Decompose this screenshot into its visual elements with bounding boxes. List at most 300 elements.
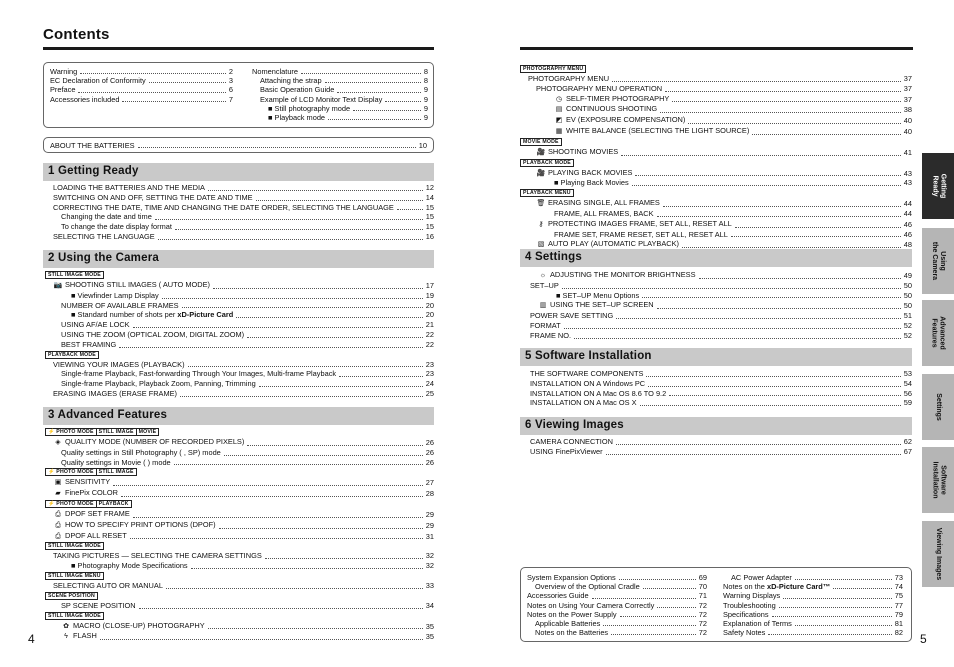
page-title: Contents [43, 26, 110, 43]
title-rule-left [43, 47, 434, 50]
toc-entry[interactable] [45, 458, 434, 468]
toc-entry-text: Preface [50, 85, 76, 95]
camera-auto-icon: 📷 [53, 282, 63, 289]
toc-page-number: 15 [425, 222, 434, 232]
toc-page-number: 52 [903, 330, 912, 340]
toc-entry[interactable] [45, 437, 434, 448]
side-tab-label: Advanced Features [931, 316, 946, 350]
toc-entry-text: Basic Operation Guide [260, 85, 335, 95]
mode-tag: STILL IMAGE MENU [45, 572, 104, 580]
toc-page-number: 54 [903, 378, 912, 388]
toc-entry-text: ✿ MACRO (CLOSE-UP) PHOTOGRAPHY [61, 621, 205, 632]
toc-entry-text: INSTALLATION ON A Windows PC [530, 378, 646, 388]
toc-entry-text: ERASING IMAGES (ERASE FRAME) [53, 388, 178, 398]
toc-entry[interactable] [520, 115, 912, 126]
tab-viewing-images[interactable] [922, 521, 954, 587]
toc-entry-text: INSTALLATION ON A Mac OS 8.6 TO 9.2 [530, 388, 667, 398]
toc-entry-text: Quality settings in Movie ( ) mode [61, 457, 171, 467]
toc-entry[interactable] [527, 582, 707, 591]
toc-page-number: 56 [903, 388, 912, 398]
mode-tag: MOVIE MODE [520, 138, 562, 146]
toc-entry[interactable] [520, 178, 912, 188]
toc-entry[interactable] [723, 628, 903, 637]
toc-page-number: 26 [425, 438, 434, 447]
toc-entry-text: Specifications [723, 609, 769, 619]
toc-entry[interactable] [45, 561, 434, 571]
toc-entry-text: USING FinePixViewer [530, 446, 603, 456]
toc-entry-text: To change the date display format [61, 222, 172, 232]
right-top-list [520, 64, 912, 250]
toc-entry-text: ■ Standard number of shots per xD-Picture Card [71, 310, 234, 320]
toc-page-number: 9 [423, 85, 428, 95]
toc-page-number: 23 [425, 369, 434, 379]
toc-entry-text: ⚷ PROTECTING IMAGES FRAME, SET ALL, RESET ALL [536, 219, 732, 230]
section-list [45, 427, 434, 642]
toc-entry[interactable] [45, 340, 434, 350]
toc-entry-text: PHOTOGRAPHY MENU [528, 74, 610, 83]
tab-advanced-features[interactable] [922, 300, 954, 366]
toc-page-number: 27 [425, 478, 434, 488]
toc-entry[interactable] [45, 477, 434, 488]
print-reset-icon: ⎙ [55, 532, 61, 540]
title-rule-right [520, 47, 913, 50]
toc-entry[interactable] [520, 126, 912, 137]
toc-page-number: 9 [423, 94, 428, 104]
toc-entry-text: FORMAT [530, 320, 561, 330]
toc-entry[interactable] [522, 379, 912, 389]
toc-page-number: 43 [903, 178, 912, 188]
section-list [522, 270, 912, 341]
setup-icon: ▥ [539, 302, 547, 310]
toc-entry[interactable] [45, 360, 434, 370]
mode-tag: PHOTOGRAPHY MENU [520, 65, 586, 73]
toc-page-number: 2 [228, 67, 233, 76]
toc-entry-text: Accessories Guide [527, 591, 589, 601]
section-list [45, 183, 434, 242]
toc-page-number: 72 [698, 619, 707, 629]
tab-using-the-camera[interactable] [922, 228, 954, 294]
toc-entry[interactable] [45, 531, 434, 542]
toc-entry[interactable] [45, 320, 434, 330]
toc-page-number: 17 [425, 281, 434, 290]
toc-entry-text: CORRECTING THE DATE, TIME AND CHANGING THE DATE ORDER, SELECTING THE LANGUAGE [53, 202, 394, 212]
toc-page-number: 37 [903, 74, 912, 83]
toc-entry[interactable] [522, 311, 912, 321]
toc-entry-text: ▥ USING THE SET–UP SCREEN [539, 300, 654, 310]
toc-entry-text: ☼ ADJUSTING THE MONITOR BRIGHTNESS [539, 270, 696, 279]
mode-tag: ⚡ PHOTO MODE [45, 468, 97, 476]
toc-entry[interactable] [520, 230, 912, 240]
toc-entry[interactable] [252, 76, 428, 85]
side-tab-label: Using the Camera [931, 241, 947, 281]
toc-entry[interactable] [45, 631, 434, 642]
toc-entry[interactable] [50, 76, 233, 85]
toc-entry-text: 🎥 PLAYING BACK MOVIES [536, 167, 633, 177]
section-heading: 5 Software Installation [520, 348, 912, 366]
toc-entry[interactable] [520, 84, 912, 94]
side-tab-label: Settings [935, 393, 942, 421]
side-tab-label: Getting Ready [931, 173, 946, 199]
toc-page-number: 50 [903, 290, 912, 300]
toc-entry[interactable] [252, 113, 428, 122]
toc-entry[interactable] [527, 601, 707, 610]
toc-page-number: 41 [903, 147, 912, 157]
toc-entry[interactable] [522, 281, 912, 291]
mode-tag: PLAYBACK MODE [45, 351, 99, 359]
mode-tag-row [520, 137, 912, 147]
mode-tag-row [45, 571, 434, 581]
toc-page-number: 70 [698, 582, 707, 592]
section-list [522, 369, 912, 408]
toc-page-number: 26 [425, 457, 434, 467]
toc-page-number: 37 [903, 94, 912, 104]
toc-entry[interactable] [45, 301, 434, 311]
toc-entry[interactable] [45, 193, 434, 203]
page-number-right: 5 [920, 632, 927, 646]
back-matter-col2 [723, 573, 903, 637]
toc-entry-text: Notes on the Power Supply [527, 609, 617, 619]
mode-tag: SCENE POSITION [45, 592, 98, 600]
toc-entry[interactable] [45, 389, 434, 399]
trash-icon: 🗑 [536, 200, 546, 208]
toc-entry[interactable] [522, 270, 912, 281]
mode-tag-row [45, 591, 434, 601]
mode-tag-row [45, 427, 434, 437]
toc-entry[interactable] [723, 610, 903, 619]
toc-entry[interactable] [45, 330, 434, 340]
toc-entry-text: Notes on Using Your Camera Correctly [527, 600, 655, 610]
toc-entry-text: Nomenclature [252, 67, 299, 76]
toc-entry-text: ◩ EV (EXPOSURE COMPENSATION) [555, 115, 686, 125]
toc-entry[interactable] [45, 222, 434, 232]
mode-tag: STILL IMAGE [96, 428, 137, 436]
toc-page-number: 72 [698, 609, 707, 619]
toc-entry[interactable] [252, 104, 428, 113]
toc-page-number: 46 [903, 219, 912, 229]
toc-page-number: 28 [425, 489, 434, 499]
toc-entry-text: Quality settings in Still Photography ( , SP) mode [61, 447, 221, 457]
tab-software-installation[interactable] [922, 447, 954, 513]
self-timer-icon: ◷ [555, 95, 563, 103]
toc-entry[interactable] [45, 203, 434, 213]
toc-entry-text: ▣ SENSITIVITY [54, 477, 111, 487]
iso-icon: ▣ [54, 479, 62, 487]
section-heading: 2 Using the Camera [43, 250, 434, 268]
toc-entry-text: INSTALLATION ON A Mac OS X [530, 398, 637, 408]
movie-icon: 🎥 [536, 148, 546, 156]
toc-page-number: 62 [903, 437, 912, 446]
toc-page-number: 74 [894, 582, 903, 592]
mode-tag-row [45, 350, 434, 360]
mode-tag-row [45, 611, 434, 621]
toc-entry-text: POWER SAVE SETTING [530, 311, 614, 321]
toc-page-number: 29 [425, 520, 434, 530]
toc-entry[interactable] [45, 379, 434, 389]
toc-entry[interactable] [50, 67, 233, 76]
toc-page-number: 22 [425, 339, 434, 349]
toc-entry-text: ■ SET–UP Menu Options [556, 290, 640, 300]
toc-entry[interactable] [522, 300, 912, 311]
toc-page-number: 14 [425, 192, 434, 202]
toc-page-number: 19 [425, 290, 434, 300]
toc-page-number: 29 [425, 509, 434, 519]
toc-entry[interactable] [723, 591, 903, 600]
toc-page-number: 32 [425, 551, 434, 561]
toc-entry-text: VIEWING YOUR IMAGES (PLAYBACK) [53, 359, 185, 369]
toc-entry-batteries[interactable]: ABOUT THE BATTERIES 10 [50, 141, 427, 150]
toc-entry[interactable] [520, 168, 912, 179]
toc-entry-text: ▦ WHITE BALANCE (SELECTING THE LIGHT SOURCE) [555, 125, 750, 135]
toc-page-number: 69 [698, 573, 707, 582]
toc-page-number: 53 [903, 369, 912, 378]
mode-tag: STILL IMAGE MODE [45, 612, 104, 620]
wb-icon: ▦ [555, 127, 563, 135]
toc-page-number: 23 [425, 359, 434, 369]
toc-entry[interactable] [522, 398, 912, 408]
toc-entry[interactable] [522, 447, 912, 457]
toc-entry-text: NUMBER OF AVAILABLE FRAMES [61, 300, 179, 310]
mode-tag-row [45, 541, 434, 551]
toc-page-number: 73 [894, 573, 903, 582]
mode-tag-row [45, 499, 434, 509]
side-tab-label: Viewing Images [935, 527, 943, 581]
batteries-box [43, 137, 434, 153]
toc-page-number: 40 [903, 126, 912, 136]
toc-entry-text: LOADING THE BATTERIES AND THE MEDIA [53, 183, 205, 192]
toc-page-number: 48 [903, 240, 912, 250]
toc-entry[interactable] [45, 581, 434, 591]
section-heading: 4 Settings [520, 249, 912, 267]
toc-entry[interactable] [45, 488, 434, 499]
toc-entry-text: SP SCENE POSITION [61, 600, 136, 610]
toc-entry-text: PHOTOGRAPHY MENU OPERATION [536, 83, 663, 93]
toc-page-number: 31 [425, 531, 434, 541]
toc-entry[interactable] [45, 551, 434, 561]
toc-page-number: 59 [903, 398, 912, 408]
mode-tag: PLAYBACK MENU [520, 189, 574, 197]
toc-page-number: 67 [903, 446, 912, 456]
toc-entry[interactable] [252, 85, 428, 94]
toc-entry[interactable] [45, 509, 434, 520]
toc-page-number: 50 [903, 301, 912, 311]
toc-page-number: 26 [425, 447, 434, 457]
toc-entry-text: ■ Playing Back Movies [554, 178, 629, 188]
section-list [45, 270, 434, 399]
toc-page-number: 21 [425, 320, 434, 330]
toc-entry-text: Overview of the Optional Cradle [535, 582, 640, 592]
toc-page-number: 15 [425, 212, 434, 222]
toc-entry[interactable] [527, 628, 707, 637]
movie-icon: 🎥 [536, 169, 546, 177]
toc-entry-text: ■ Playback mode [268, 113, 326, 123]
toc-entry-text: 🗑 ERASING SINGLE, ALL FRAMES [536, 198, 660, 208]
toc-entry[interactable] [723, 582, 903, 591]
toc-entry-text: ■ Photography Mode Specifications [71, 561, 188, 571]
toc-page-number: 72 [698, 600, 707, 610]
print-icon: ⎙ [55, 510, 61, 518]
toc-entry[interactable] [520, 94, 912, 105]
toc-entry[interactable] [252, 95, 428, 104]
ev-icon: ◩ [555, 117, 563, 125]
toc-entry[interactable] [522, 321, 912, 331]
toc-page-number: 22 [425, 329, 434, 339]
toc-entry-text: ■ Viewfinder Lamp Display [71, 290, 159, 300]
toc-page-number: 25 [425, 388, 434, 398]
toc-entry[interactable] [45, 520, 434, 531]
toc-entry-text: ▰ FinePix COLOR [53, 488, 118, 499]
toc-entry[interactable] [45, 183, 434, 193]
toc-entry[interactable] [723, 619, 903, 628]
toc-page-number: 77 [894, 600, 903, 610]
toc-entry-text: ■ Still photography mode [268, 103, 351, 113]
mode-tag: STILL IMAGE MODE [45, 542, 104, 550]
mode-tag: MOVIE [136, 428, 160, 436]
toc-entry-text: ▤ CONTINUOUS SHOOTING [555, 104, 658, 114]
toc-entry-text: SET–UP [530, 280, 559, 290]
toc-entry[interactable] [45, 212, 434, 222]
toc-entry-text: Single-frame Playback, Fast-forwarding Through Your Images, Multi-frame Playback [61, 369, 337, 379]
toc-entry-text: Applicable Batteries [535, 619, 601, 629]
toc-page-number: 33 [425, 580, 434, 590]
mode-tag: PLAYBACK [96, 500, 132, 508]
toc-page-number: 79 [894, 609, 903, 619]
toc-entry[interactable] [252, 67, 428, 76]
toc-entry-text: Safety Notes [723, 628, 766, 638]
toc-page-number: 38 [903, 105, 912, 115]
toc-entry-text: ⎙ HOW TO SPECIFY PRINT OPTIONS (DPOF) [53, 520, 216, 531]
toc-entry-text: ⎙ DPOF SET FRAME [53, 509, 130, 520]
toc-page-number: 52 [903, 320, 912, 330]
toc-entry-text: SELECTING AUTO OR MANUAL [53, 580, 163, 590]
toc-entry-text: ⎙ DPOF ALL RESET [53, 531, 127, 542]
toc-entry[interactable] [723, 573, 903, 582]
toc-entry[interactable] [45, 291, 434, 301]
toc-page-number: 44 [903, 199, 912, 209]
toc-entry-text: ◷ SELF-TIMER PHOTOGRAPHY [555, 93, 670, 103]
toc-entry-text: Example of LCD Monitor Text Display [260, 94, 383, 104]
toc-entry-text: BEST FRAMING [61, 339, 117, 349]
toc-page-number: 20 [425, 310, 434, 320]
key-icon: ⚷ [538, 220, 544, 228]
section-heading: 6 Viewing Images [520, 417, 912, 435]
toc-entry[interactable] [527, 610, 707, 619]
toc-page-number: 9 [423, 103, 428, 113]
toc-entry-text: FRAME, ALL FRAMES, BACK [554, 208, 654, 218]
toc-entry-text: USING THE ZOOM (OPTICAL ZOOM, DIGITAL ZOOM) [61, 329, 245, 339]
toc-page-number: 50 [903, 280, 912, 290]
toc-entry-text: 📷 SHOOTING STILL IMAGES ( AUTO MODE) [53, 280, 210, 289]
tab-getting-ready[interactable] [922, 153, 954, 219]
toc-entry[interactable] [527, 573, 707, 582]
toc-entry[interactable] [45, 310, 434, 320]
back-matter-box [520, 567, 912, 642]
toc-entry[interactable] [50, 85, 233, 94]
section-heading: 1 Getting Ready [43, 163, 434, 181]
toc-entry-text: Troubleshooting [723, 600, 776, 610]
toc-entry[interactable] [45, 621, 434, 632]
mode-tag-row [520, 158, 912, 168]
autoplay-icon: ▧ [537, 241, 545, 249]
toc-entry-text: Accessories included [50, 94, 120, 104]
toc-page-number: 35 [425, 621, 434, 631]
toc-page-number: 43 [903, 168, 912, 178]
toc-page-number: 16 [425, 231, 434, 241]
quality-icon: ◈ [55, 439, 61, 446]
print-icon: ⎙ [55, 521, 61, 529]
continuous-icon: ▤ [555, 106, 563, 114]
toc-entry-text: Single-frame Playback, Playback Zoom, Panning, Trimming [61, 379, 256, 389]
section-heading: 3 Advanced Features [43, 407, 434, 425]
toc-entry-text: Notes on the xD-Picture Card™ [723, 582, 831, 592]
toc-entry[interactable] [520, 104, 912, 115]
toc-entry[interactable] [50, 95, 233, 104]
front-matter-box [43, 62, 434, 128]
toc-entry[interactable] [45, 448, 434, 458]
toc-page-number: 40 [903, 116, 912, 126]
toc-entry[interactable] [45, 280, 434, 291]
mode-tag: STILL IMAGE MODE [45, 271, 104, 279]
toc-entry[interactable] [520, 198, 912, 209]
toc-entry-text: FRAME NO. [530, 330, 572, 340]
toc-entry-text: CAMERA CONNECTION [530, 437, 613, 446]
toc-entry-text: USING AF/AE LOCK [61, 320, 130, 330]
toc-entry[interactable] [45, 601, 434, 611]
toc-entry[interactable] [520, 74, 912, 84]
toc-entry-text: ▧ AUTO PLAY (AUTOMATIC PLAYBACK) [537, 239, 680, 249]
toc-entry[interactable] [45, 232, 434, 242]
toc-entry[interactable] [527, 619, 707, 628]
toc-page-number: 81 [894, 619, 903, 629]
toc-entry[interactable] [522, 291, 912, 301]
finepix-color-icon: ▰ [55, 490, 61, 498]
toc-entry[interactable] [522, 437, 912, 447]
mode-tag: STILL IMAGE [96, 468, 137, 476]
toc-page-number: 20 [425, 300, 434, 310]
toc-page-number: 32 [425, 561, 434, 571]
toc-entry[interactable] [723, 601, 903, 610]
back-matter-col1 [527, 573, 707, 637]
toc-entry[interactable] [522, 389, 912, 399]
toc-entry-text: SWITCHING ON AND OFF, SETTING THE DATE AND TIME [53, 192, 253, 202]
page-number-left: 4 [28, 632, 35, 646]
toc-page-number: 15 [425, 202, 434, 212]
toc-entry[interactable] [522, 369, 912, 379]
mode-tag: ⚡ PHOTO MODE [45, 500, 97, 508]
toc-page-number: 51 [903, 311, 912, 321]
toc-page-number: 44 [903, 208, 912, 218]
toc-entry[interactable] [520, 147, 912, 158]
toc-page-number: 9 [423, 113, 428, 123]
toc-entry-text: 🎥 SHOOTING MOVIES [536, 146, 619, 156]
side-tab-label: Software Installation [931, 461, 947, 499]
toc-entry[interactable] [45, 369, 434, 379]
brightness-icon: ☼ [539, 272, 547, 279]
toc-page-number: 46 [903, 229, 912, 239]
toc-entry-text: Explanation of Terms [723, 619, 792, 629]
toc-entry[interactable] [522, 331, 912, 341]
toc-entry-text: FRAME SET, FRAME RESET, SET ALL, RESET ALL [554, 229, 728, 239]
toc-entry-text: Attaching the strap [260, 76, 322, 86]
toc-entry-text: SELECTING THE LANGUAGE [53, 231, 155, 241]
toc-page-number: 71 [698, 591, 707, 601]
toc-entry[interactable] [520, 209, 912, 219]
toc-page-number: 3 [228, 76, 233, 86]
toc-entry[interactable] [527, 591, 707, 600]
mode-tag-row [520, 64, 912, 74]
toc-entry[interactable] [520, 219, 912, 230]
mode-tag-row [45, 270, 434, 280]
tab-settings[interactable] [922, 374, 954, 440]
